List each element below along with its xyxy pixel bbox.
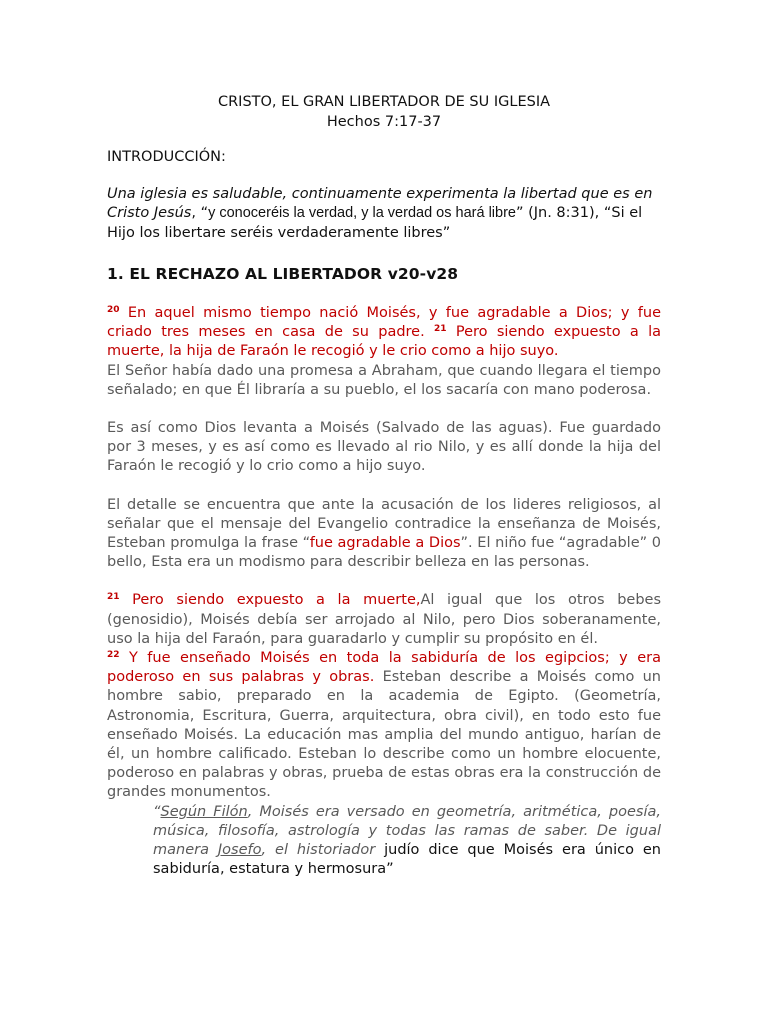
- quote-philo: Según Filón: [160, 803, 248, 820]
- verse-number-22: 22: [107, 650, 120, 661]
- title-block: [0, 92, 768, 132]
- detail-text-1: El detalle se encuentra que ante la acusación de los lideres religiosos, al señalar que el mensaje del Evangelio contradice la enseñanza de Moisés, Esteban promulga la frase “: [107, 496, 661, 552]
- intro-quote-verse: y conoceréis la verdad, y la verdad os hará libre: [208, 205, 516, 222]
- intro-paragraph: [107, 185, 661, 243]
- paragraph-detail: [107, 496, 661, 573]
- quote-plain-text: judío dice que Moisés era único en sabiduría, estatura y hermosura: [153, 842, 662, 878]
- paragraph-promise: El Señor había dado una promesa a Abraham, que cuando llegara el tiempo señalado; en que Él libraría a su pueblo, el los sacaría con mano poderosa.: [107, 362, 661, 398]
- section-heading: 1. EL RECHAZO AL LIBERTADOR v20-v28: [107, 264, 459, 283]
- document-title: CRISTO, EL GRAN LIBERTADOR DE SU IGLESIA: [217, 94, 551, 110]
- document-body: [107, 148, 661, 880]
- detail-text-2: ”. El niño fue “agradable” 0 bello, Esta era un modismo para describir belleza en las personas.: [107, 535, 662, 571]
- verse-22-red: Y fue enseñado Moisés en toda la sabiduría de los egipcios; y era poderoso en sus palabras y obras.: [107, 650, 661, 686]
- intro-quote-close: ” (Jn. 8:31), “Si el Hijo los libertare seréis verdaderamente libres”: [107, 205, 643, 241]
- verse-text-21: Pero siendo expuesto a la muerte, la hija de Faraón le recogió y le crio como a hijo suyo.: [107, 324, 661, 360]
- intro-heading: INTRODUCCIÓN:: [107, 149, 226, 165]
- quote-open: “: [153, 803, 161, 820]
- verse-21-comment: Al igual que los otros bebes (genosidio), Moisés debía ser arrojado al Nilo, pero Dios soberanamente, uso la hija del Faraón, para guaradarlo y cumplir su propósito en él.: [107, 592, 661, 647]
- philo-josephus-quote: [153, 803, 661, 880]
- quote-close: ”: [386, 861, 394, 878]
- verse-paragraph-20-21: [107, 304, 661, 362]
- paragraph-moses-saved: Es así como Dios levanta a Moisés (Salvado de las aguas). Fue guardado por 3 meses, y es así como es llevado al rio Nilo, y es allí donde la hija del Faraón le recogió y lo crio como a hijo suyo.: [107, 420, 661, 475]
- verse-22-comment: Esteban describe a Moisés como un hombre sabio, preparado en la academia de Egipto. (Geometría, Astronomia, Escritura, Guerra, arquitectura, obra civil), en todo esto fue enseñado Moisés. La educación mas amplia del mundo antiguo, harían de él, un hombre calificado. Esteban lo describe como un hombre elocuente, poderoso en palabras y obras, prueba de estas obras era la construcción de grandes monumentos.: [107, 669, 661, 801]
- paragraph-verse-22: [107, 649, 661, 803]
- quote-josephus: Josefo: [217, 842, 262, 859]
- quote-text-2: , el historiador: [261, 842, 385, 859]
- verse-number-20: 20: [107, 305, 120, 316]
- detail-red-phrase: fue agradable a Dios: [309, 535, 461, 552]
- verse-text-20: En aquel mismo tiempo nació Moisés, y fue agradable a Dios; y fue criado tres meses en casa de su padre.: [107, 305, 661, 341]
- quote-text-1: , Moisés era versado en geometría, aritmética, poesía, música, filosofía, astrología y todas las ramas de saber. De igual manera: [153, 803, 661, 859]
- scripture-reference: Hechos 7:17-37: [326, 114, 442, 130]
- verse-number-21b: 21: [107, 592, 120, 603]
- intro-quote-open: “: [200, 205, 209, 222]
- verse-number-21: 21: [434, 324, 447, 335]
- intro-italic-text: Una iglesia es saludable, continuamente experimenta la libertad que es en Cristo Jesús: [107, 186, 653, 222]
- verse-21-red: Pero siendo expuesto a la muerte,: [119, 592, 421, 609]
- intro-comma: ,: [191, 205, 201, 222]
- paragraph-verse-21: [107, 591, 661, 649]
